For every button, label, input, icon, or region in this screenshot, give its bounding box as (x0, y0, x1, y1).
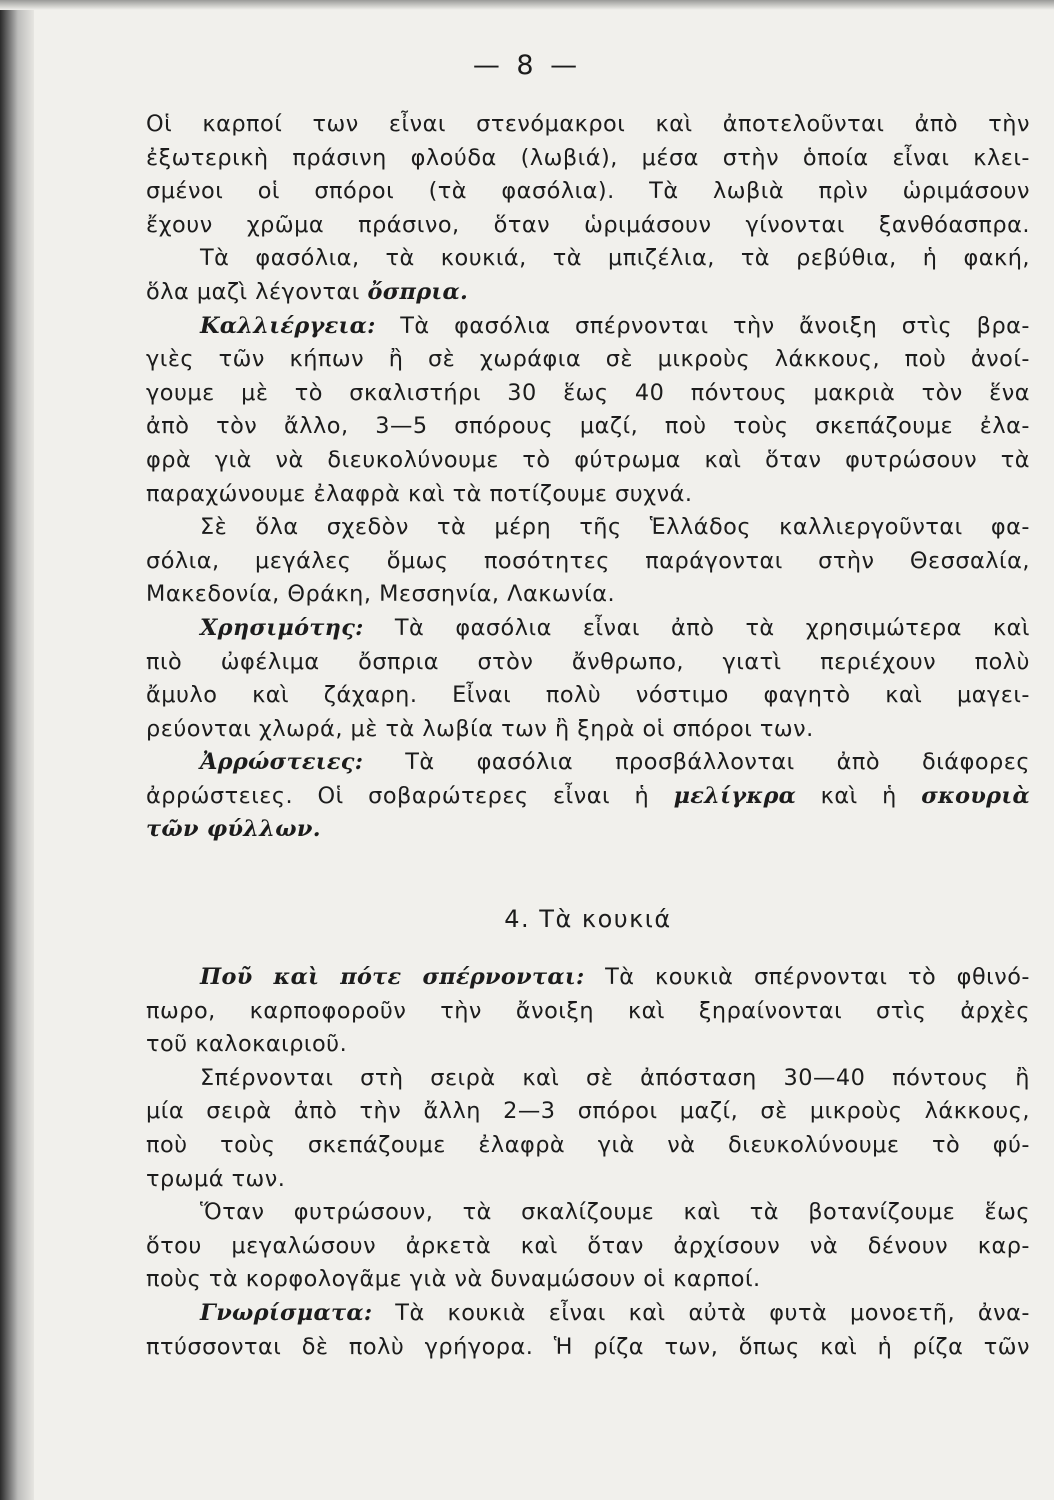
text-span: Τὰ κουκιὰ εἶναι καὶ αὐτὰ φυτὰ μονοετῆ, ἀνα- (395, 1300, 1030, 1326)
paragraph-diseases (146, 746, 1030, 847)
text-line: πωρο, καρποφοροῦν τὴν ἄνοιξη καὶ ξηραίνονται στὶς ἀρχὲς (146, 997, 1030, 1024)
text-line (146, 746, 1030, 780)
term-ton-fyllon: τῶν φύλλων. (146, 816, 321, 843)
text-line: πιὸ ὠφέλιμα ὄσπρια στὸν ἄνθρωπο, γιατὶ περιέχουν πολὺ (146, 648, 1030, 675)
text-line: σόλια, μεγάλες ὅμως ποσότητες παράγονται στὴν Θεσσαλία, (146, 547, 1030, 574)
text-line: ποὺς τὰ κορφολογᾶμε γιὰ νὰ δυναμώσουν οἱ καρποί. (146, 1266, 761, 1293)
paragraph-fruit-description (146, 108, 1030, 242)
paragraph-regions (146, 511, 1030, 612)
paragraph-care (146, 1196, 1030, 1297)
keyword-characteristics: Γνωρίσματα: (200, 1300, 373, 1326)
paragraph-sowing-method (146, 1062, 1030, 1196)
paragraph-usefulness (146, 612, 1030, 746)
text-line: παραχώνουμε ἐλαφρὰ καὶ τὰ ποτίζουμε συχνά. (146, 480, 693, 507)
text-line: ἀπὸ τὸν ἄλλο, 3—5 σπόρους μαζί, ποὺ τοὺς σκεπάζουμε ἐλα- (146, 413, 1030, 440)
text-line: ρεύονται χλωρά, μὲ τὰ λωβία των ἢ ξηρὰ οἱ σπόροι των. (146, 715, 814, 742)
text-span: καὶ ἡ (820, 782, 897, 809)
term-skouria: σκουριὰ (921, 782, 1031, 809)
paragraph-cultivation (146, 310, 1030, 512)
term-ospria: ὄσπρια. (367, 278, 469, 305)
text-span: Τὰ φασόλια προσβάλλονται ἀπὸ διάφορες (405, 749, 1030, 776)
text-line: γουμε μὲ τὸ σκαλιστήρι 30 ἕως 40 πόντους μακριὰ τὸν ἕνα (146, 379, 1030, 406)
text-line (146, 813, 1030, 847)
term-meligkra: μελίγκρα (673, 782, 797, 809)
text-line: Σὲ ὅλα σχεδὸν τὰ μέρη τῆς Ἑλλάδος καλλιεργοῦνται φα- (200, 514, 1030, 541)
keyword-cultivation: Καλλιέργεια: (200, 312, 376, 339)
keyword-diseases: Ἀρρώστειες: (200, 749, 364, 776)
page-number: — 8 — (472, 50, 582, 81)
text-line: Οἱ καρποί των εἶναι στενόμακροι καὶ ἀποτελοῦνται ἀπὸ τὴν (146, 111, 1030, 137)
text-line (146, 961, 1030, 995)
text-line: φρὰ γιὰ νὰ διευκολύνουμε τὸ φύτρωμα καὶ ὅταν φυτρώσουν τὰ (146, 446, 1030, 473)
text-line: ἔχουν χρῶμα πράσινο, ὅταν ὡριμάσουν γίνονται ξανθόασπρα. (146, 211, 1030, 238)
text-span: ἀρρώστειες. Οἱ σοβαρώτερες εἶναι ἡ (146, 782, 650, 809)
keyword-usefulness: Χρησιμότης: (200, 614, 364, 641)
text-line: ὅτου μεγαλώσουν ἀρκετὰ καὶ ὅταν ἀρχίσουν νὰ δένουν καρ- (146, 1232, 1030, 1259)
text-line: ἄμυλο καὶ ζάχαρη. Εἶναι πολὺ νόστιμο φαγητὸ καὶ μαγει- (146, 682, 1030, 709)
paragraph-sowing-time (146, 961, 1030, 1062)
text-span: Τὰ φασόλια σπέρνονται τὴν ἄνοιξη στὶς βρα- (400, 312, 1030, 339)
text-line: πτύσσονται δὲ πολὺ γρήγορα. Ἡ ρίζα των, ὅπως καὶ ἡ ρίζα τῶν (146, 1333, 1030, 1360)
text-line: ἐξωτερικὴ πράσινη φλούδα (λωβιά), μέσα στὴν ὁποία εἶναι κλει- (146, 144, 1030, 171)
keyword-sowing-time: Ποῦ καὶ πότε σπέρνονται: (200, 964, 585, 991)
text-line: γιὲς τῶν κήπων ἢ σὲ χωράφια σὲ μικροὺς λάκκους, ποὺ ἀνοί- (146, 346, 1030, 373)
text-line (146, 310, 1030, 344)
text-line (146, 1297, 1030, 1331)
scan-top-edge (0, 0, 1054, 10)
text-line: Σπέρνονται στὴ σειρὰ καὶ σὲ ἀπόσταση 30—40 πόντους ἢ (200, 1064, 1030, 1091)
paragraph-legumes (146, 242, 1030, 309)
text-line: σμένοι οἱ σπόροι (τὰ φασόλια). Τὰ λωβιὰ πρὶν ὡριμάσουν (146, 178, 1030, 205)
text-span: ὅλα μαζὶ λέγονται (146, 278, 360, 305)
section-heading: 4. Τὰ κουκιά (504, 905, 672, 934)
text-line: Ὅταν φυτρώσουν, τὰ σκαλίζουμε καὶ τὰ βοτανίζουμε ἕως (200, 1199, 1030, 1226)
text-span: Τὰ κουκιὰ σπέρνονται τὸ φθινό- (605, 964, 1031, 991)
text-line (146, 780, 1030, 814)
text-line: ποὺ τοὺς σκεπάζουμε ἐλαφρὰ γιὰ νὰ διευκολύνουμε τὸ φύ- (146, 1132, 1030, 1159)
text-line: τοῦ καλοκαιριοῦ. (146, 1031, 348, 1058)
text-span: Τὰ φασόλια εἶναι ἀπὸ τὰ χρησιμώτερα καὶ (394, 614, 1030, 641)
text-line (146, 612, 1030, 646)
paragraph-characteristics (146, 1297, 1030, 1364)
text-line: Τὰ φασόλια, τὰ κουκιά, τὰ μπιζέλια, τὰ ρεβύθια, ἡ φακή, (200, 245, 1030, 272)
text-line: Μακεδονία, Θράκη, Μεσσηνία, Λακωνία. (146, 581, 616, 608)
scan-binding-edge (0, 0, 34, 1500)
text-line: τρωμά των. (146, 1165, 286, 1192)
text-line (146, 276, 1030, 310)
page-body (146, 108, 1030, 1364)
text-line: μία σειρὰ ἀπὸ τὴν ἄλλη 2—3 σπόροι μαζί, σὲ μικροὺς λάκκους, (146, 1098, 1030, 1125)
